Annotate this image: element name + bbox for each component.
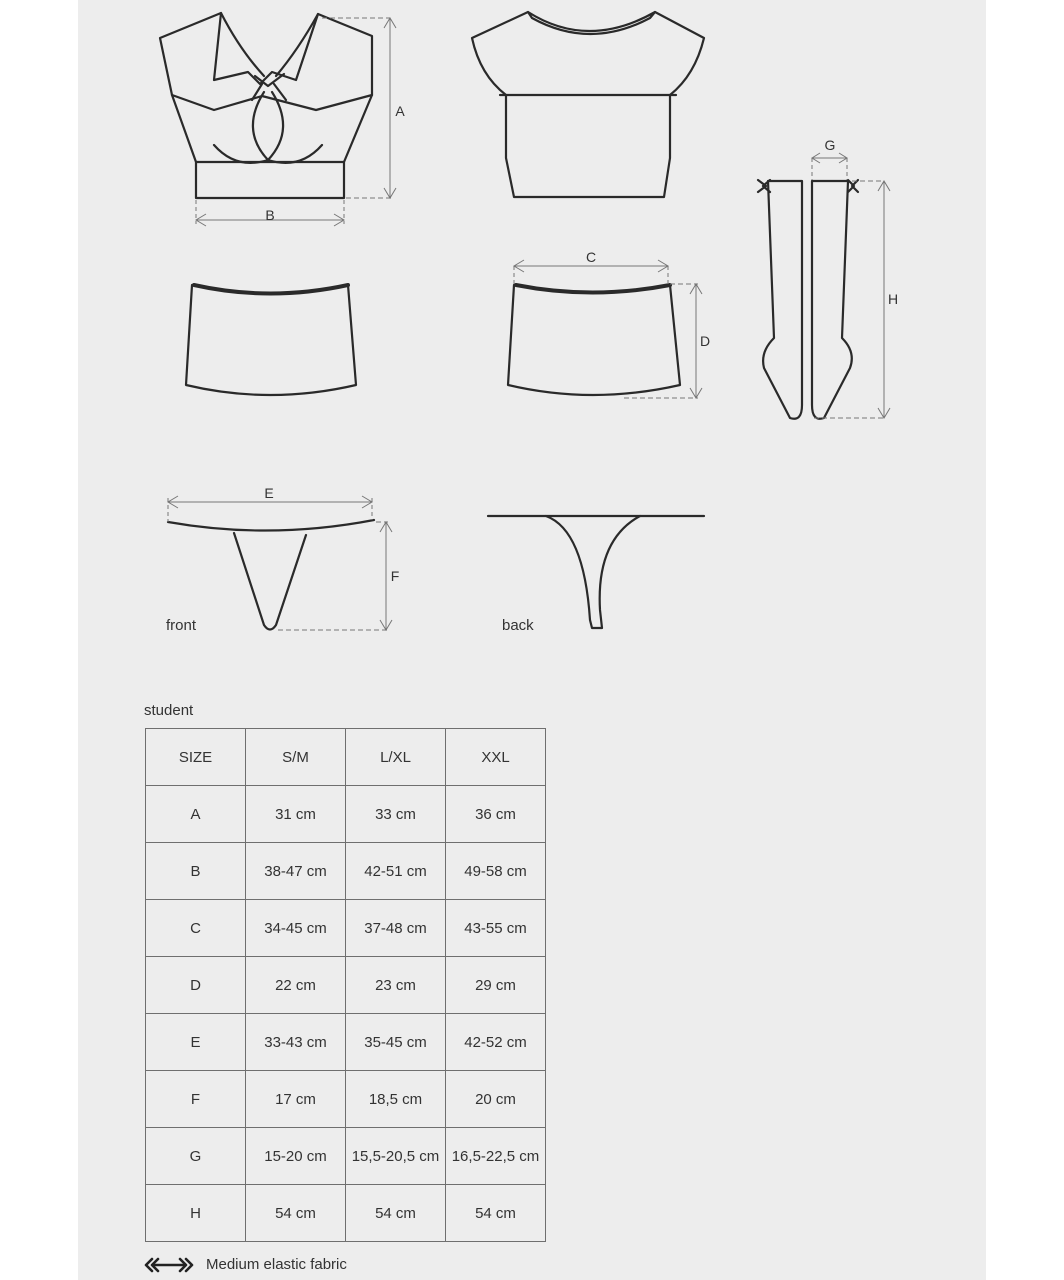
fabric-label: Medium elastic fabric xyxy=(206,1256,347,1273)
table-row xyxy=(146,1128,546,1185)
fabric-note xyxy=(144,1256,347,1273)
table-cell: 38-47 cm xyxy=(246,843,346,900)
set-name: student xyxy=(144,702,194,719)
view-label-back: back xyxy=(502,617,534,634)
table-cell: B xyxy=(146,843,246,900)
table-cell: 42-52 cm xyxy=(446,1014,546,1071)
table-row xyxy=(146,786,546,843)
table-cell: 18,5 cm xyxy=(346,1071,446,1128)
table-cell: A xyxy=(146,786,246,843)
table-cell: 54 cm xyxy=(346,1185,446,1242)
dimension-label-d: D xyxy=(699,333,711,349)
dimension-label-c: C xyxy=(585,249,597,265)
table-cell: 33-43 cm xyxy=(246,1014,346,1071)
table-cell: 37-48 cm xyxy=(346,900,446,957)
dimension-label-e: E xyxy=(264,485,274,501)
table-header-cell: S/M xyxy=(246,729,346,786)
table-cell: 34-45 cm xyxy=(246,900,346,957)
top-back-drawing xyxy=(472,12,704,197)
dimension-label-b: B xyxy=(265,207,275,223)
dimension-label-h: H xyxy=(887,291,899,307)
table-cell: 17 cm xyxy=(246,1071,346,1128)
table-cell: 29 cm xyxy=(446,957,546,1014)
table-cell: 16,5-22,5 cm xyxy=(446,1128,546,1185)
table-cell: H xyxy=(146,1185,246,1242)
table-cell: G xyxy=(146,1128,246,1185)
table-cell: 42-51 cm xyxy=(346,843,446,900)
table-cell: 36 cm xyxy=(446,786,546,843)
dimension-label-a: A xyxy=(395,103,405,119)
table-header-row xyxy=(146,729,546,786)
table-cell: 23 cm xyxy=(346,957,446,1014)
table-cell: 35-45 cm xyxy=(346,1014,446,1071)
table-cell: C xyxy=(146,900,246,957)
thong-front-drawing xyxy=(168,520,374,630)
table-cell: 22 cm xyxy=(246,957,346,1014)
view-label-front: front xyxy=(166,617,197,634)
top-front-drawing xyxy=(160,13,372,198)
skirt-front-drawing xyxy=(186,285,356,395)
table-row xyxy=(146,900,546,957)
dimension-label-f: F xyxy=(390,568,400,584)
table-cell: 15-20 cm xyxy=(246,1128,346,1185)
elastic-arrows-icon xyxy=(144,1257,194,1273)
table-cell: E xyxy=(146,1014,246,1071)
table-row xyxy=(146,1071,546,1128)
table-cell: D xyxy=(146,957,246,1014)
table-cell: 15,5-20,5 cm xyxy=(346,1128,446,1185)
table-row xyxy=(146,957,546,1014)
table-row xyxy=(146,1014,546,1071)
table-cell: 54 cm xyxy=(446,1185,546,1242)
table-cell: 33 cm xyxy=(346,786,446,843)
size-table xyxy=(145,728,546,1242)
table-header-cell: XXL xyxy=(446,729,546,786)
table-header-cell: SIZE xyxy=(146,729,246,786)
table-cell: 20 cm xyxy=(446,1071,546,1128)
table-cell: F xyxy=(146,1071,246,1128)
dimension-lines xyxy=(168,18,890,630)
table-row xyxy=(146,1185,546,1242)
dimension-label-g: G xyxy=(824,137,836,153)
table-header-cell: L/XL xyxy=(346,729,446,786)
thong-back-drawing xyxy=(488,516,704,628)
table-cell: 43-55 cm xyxy=(446,900,546,957)
table-cell: 49-58 cm xyxy=(446,843,546,900)
table-cell: 31 cm xyxy=(246,786,346,843)
table-cell: 54 cm xyxy=(246,1185,346,1242)
table-row xyxy=(146,843,546,900)
skirt-back-drawing xyxy=(508,285,680,395)
stockings-drawing xyxy=(758,180,858,419)
